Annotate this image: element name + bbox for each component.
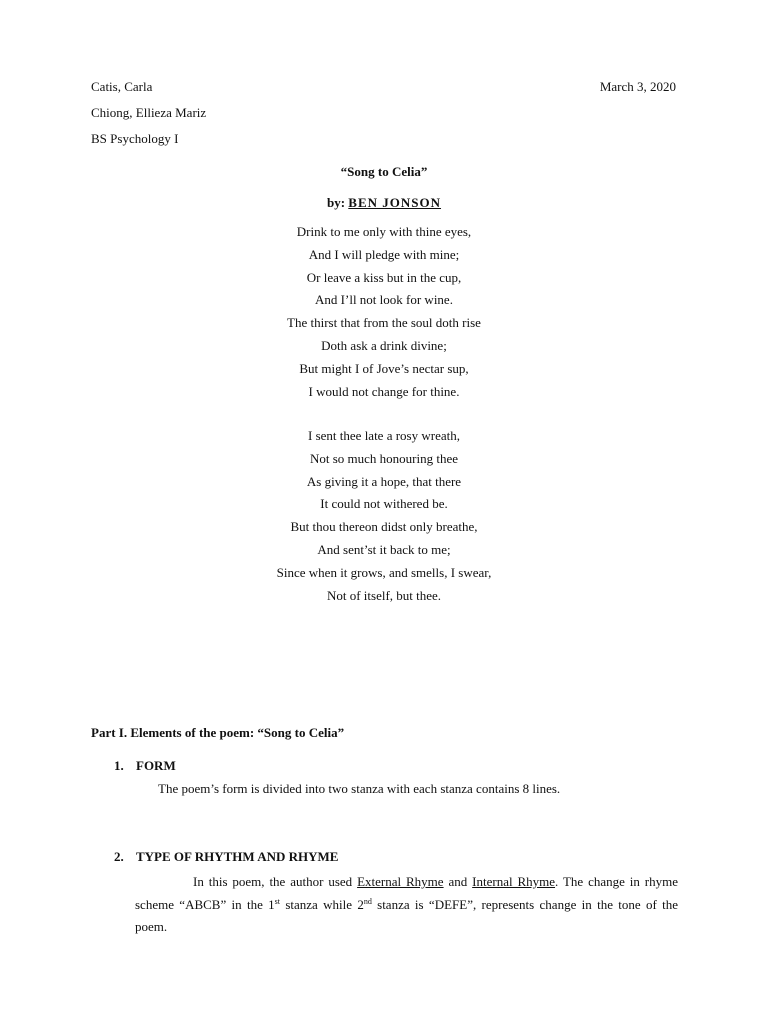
internal-rhyme-term: Internal Rhyme bbox=[472, 874, 556, 889]
stanza-2 bbox=[0, 425, 768, 607]
part-heading: Part I. Elements of the poem: “Song to Celia” bbox=[91, 725, 345, 740]
paragraph-text: stanza while 2 bbox=[280, 896, 364, 912]
poem-line: It could not withered be. bbox=[320, 496, 448, 512]
student-name-2: Chiong, Ellieza Mariz bbox=[91, 105, 207, 120]
poem-line: And I will pledge with mine; bbox=[308, 246, 460, 262]
external-rhyme-term: External Rhyme bbox=[357, 874, 444, 889]
poem-line: Not of itself, but thee. bbox=[326, 587, 442, 603]
paragraph-text: stanza is “DEFE”, represents change in the tone of the poem. bbox=[135, 896, 678, 934]
rhythm-paragraph bbox=[135, 871, 678, 939]
poem-line: I would not change for thine. bbox=[308, 383, 460, 399]
poem-line: Drink to me only with thine eyes, bbox=[296, 224, 472, 239]
section-number: 2. bbox=[114, 849, 124, 864]
poem-line: I sent thee late a rosy wreath, bbox=[308, 428, 460, 443]
poem-byline bbox=[0, 195, 768, 211]
form-paragraph: The poem’s form is divided into two stanza with each stanza contains 8 lines. bbox=[158, 781, 561, 796]
poem-line: Doth ask a drink divine; bbox=[321, 337, 447, 353]
poem-line: As giving it a hope, that there bbox=[306, 473, 462, 489]
ordinal-suffix: st bbox=[274, 896, 281, 906]
document-date: March 3, 2020 bbox=[599, 79, 676, 94]
poem-line: But might I of Jove’s nectar sup, bbox=[299, 360, 469, 376]
poem-line: But thou thereon didst only breathe, bbox=[290, 519, 478, 535]
ordinal-suffix: nd bbox=[363, 896, 372, 906]
stanza-1 bbox=[0, 221, 768, 403]
poem-title: “Song to Celia” bbox=[340, 164, 428, 179]
course-label: BS Psychology I bbox=[91, 131, 179, 146]
section-number: 1. bbox=[114, 758, 124, 773]
paragraph-text: . The change in rhyme scheme “ABCB” in the 1 bbox=[135, 874, 679, 912]
poem-line: And sent’st it back to me; bbox=[317, 541, 451, 557]
paragraph-text: and bbox=[443, 874, 473, 889]
section-heading-rhythm bbox=[114, 849, 338, 865]
poem-line: Or leave a kiss but in the cup, bbox=[306, 269, 462, 285]
student-name-1: Catis, Carla bbox=[91, 79, 153, 94]
section-title: TYPE OF RHYTHM AND RHYME bbox=[136, 849, 339, 864]
poem-line: Not so much honouring thee bbox=[309, 450, 459, 466]
poem-line: Since when it grows, and smells, I swear, bbox=[276, 564, 492, 580]
paragraph-text: In this poem, the author used bbox=[193, 874, 358, 889]
section-heading-form bbox=[114, 758, 176, 774]
poem-author: BEN JONSON bbox=[348, 195, 442, 210]
by-label: by: bbox=[326, 195, 346, 210]
poem-line: The thirst that from the soul doth rise bbox=[287, 315, 481, 331]
section-title: FORM bbox=[136, 758, 176, 773]
poem-line: And I’ll not look for wine. bbox=[315, 292, 453, 308]
